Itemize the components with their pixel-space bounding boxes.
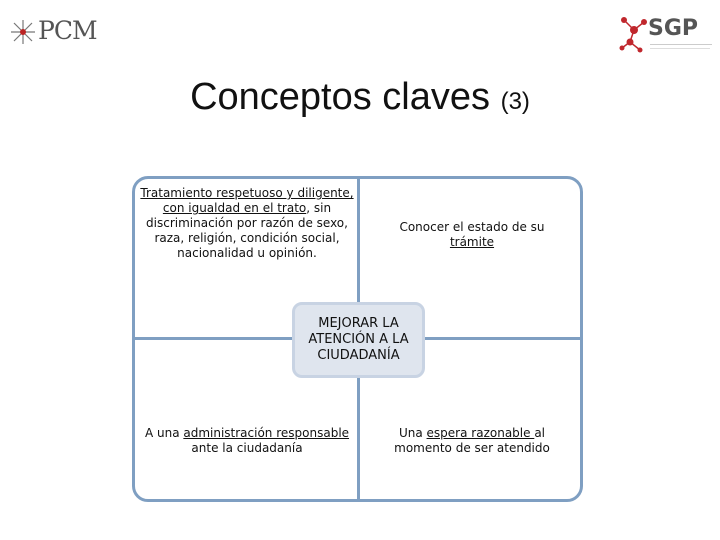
pcm-logo — [8, 14, 118, 50]
bottom-left-concept — [140, 426, 354, 456]
center-goal-box — [292, 302, 425, 378]
bottom-left-suffix: ante la ciudadanía — [191, 441, 303, 455]
bottom-right-underlined: espera razonable — [426, 426, 535, 440]
bottom-left-underlined: administración responsable — [183, 426, 350, 440]
slide-title-text: Conceptos claves — [190, 76, 491, 118]
bottom-right-suffix: al momento de ser atendido — [394, 426, 550, 455]
sgp-logo-text: SGP — [648, 16, 699, 41]
sgp-logo-rule-2 — [650, 48, 710, 50]
top-left-rest: , sin discriminación por razón de sexo, raza, religión, condición social, nacionalidad u opinión. — [146, 201, 348, 260]
center-goal-text: MEJORAR LA ATENCIÓN A LA CIUDADANÍA — [308, 316, 409, 363]
top-left-concept — [138, 186, 356, 261]
top-right-concept — [382, 220, 562, 250]
bottom-right-concept — [380, 426, 564, 456]
top-right-plain: Conocer el estado de su — [399, 220, 545, 234]
sgp-logo-rule — [650, 44, 712, 46]
slide-title-number: (3) — [500, 88, 530, 115]
top-right-underlined: trámite — [449, 235, 495, 249]
pcm-logo-text: PCM — [38, 16, 97, 45]
bottom-right-prefix: Una — [398, 426, 427, 440]
pcm-star-icon — [8, 17, 38, 47]
slide-title — [0, 76, 720, 119]
pcm-logo-subtext — [90, 22, 120, 27]
bottom-left-prefix: A una — [144, 426, 184, 440]
sgp-molecule-icon — [618, 12, 650, 56]
top-left-underlined: Tratamiento respetuoso y diligente, con igualdad en el trato — [140, 186, 354, 215]
sgp-logo — [618, 12, 714, 60]
